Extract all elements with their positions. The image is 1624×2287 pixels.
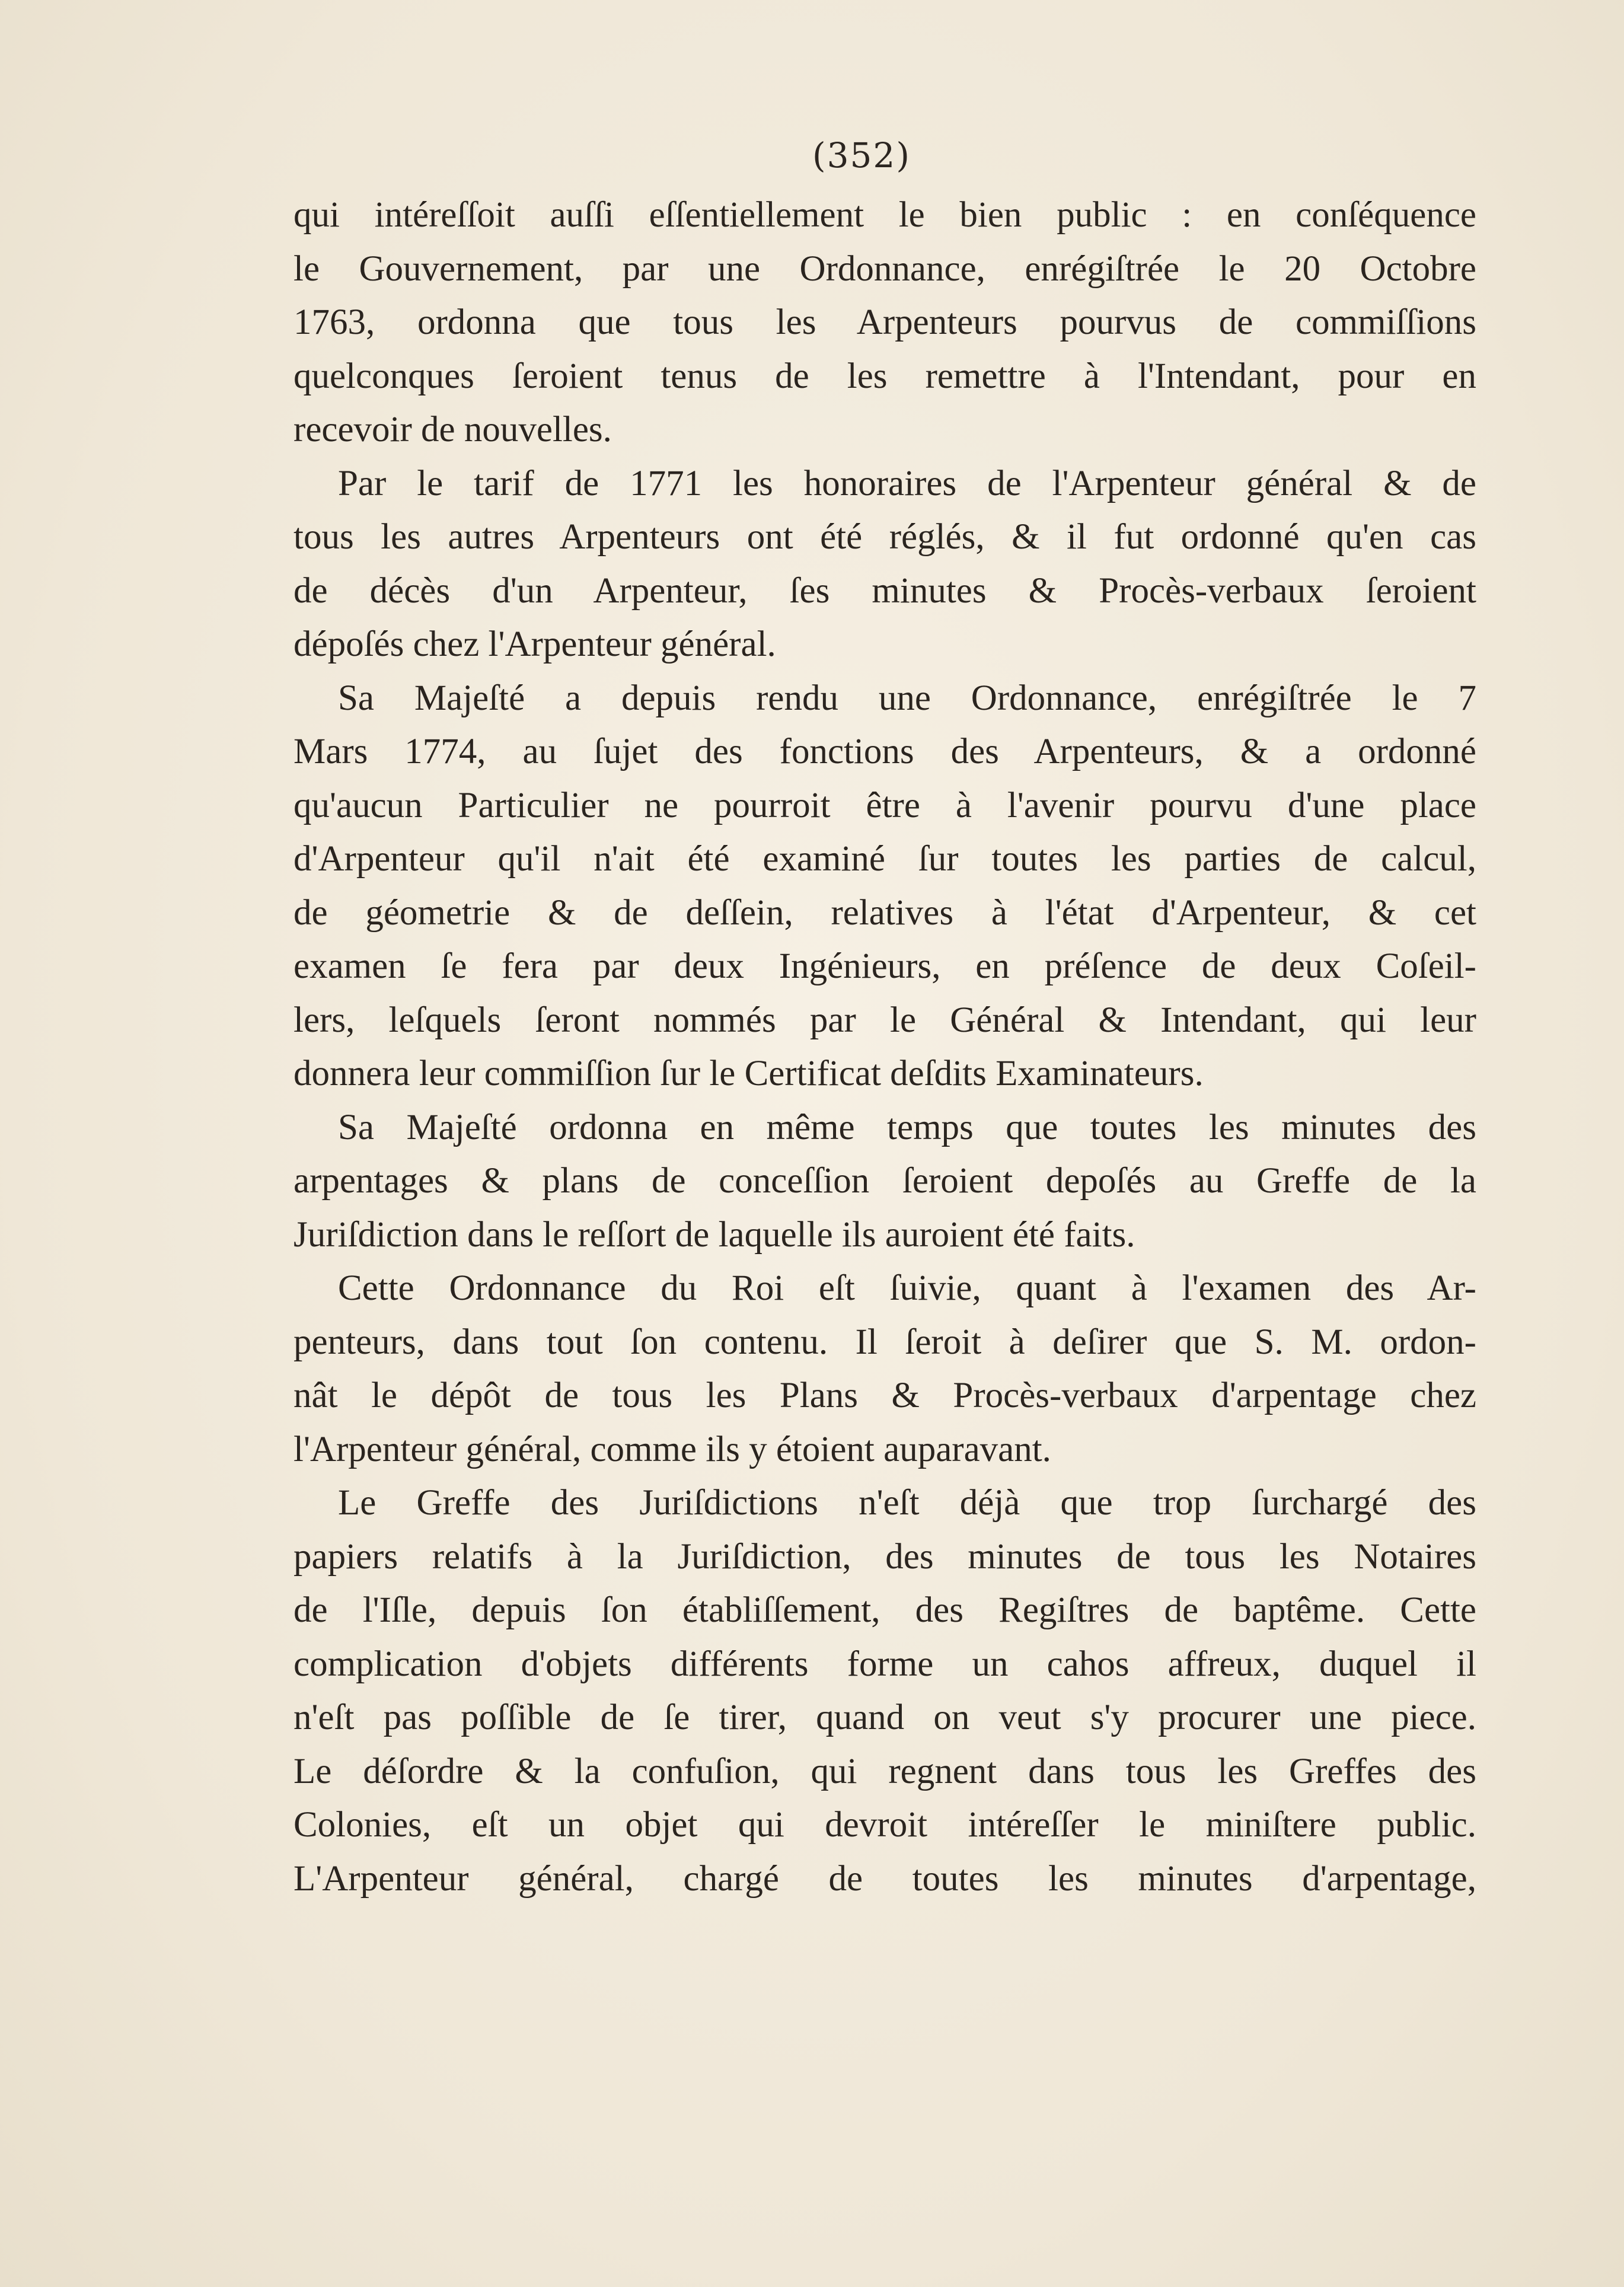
text-line: de l'Iſle, depuis ſon établiſſement, des Regiſtres de baptême. Cette <box>293 1590 1476 1630</box>
text-line: d'Arpenteur qu'il n'ait été examiné ſur toutes les parties de calcul, <box>293 839 1476 879</box>
text-line: Sa Majeſté ordonna en même temps que toutes les minutes des <box>338 1107 1476 1147</box>
text-line: Le Greffe des Juriſdictions n'eſt déjà que trop ſurchargé des <box>338 1483 1476 1523</box>
body-text <box>293 189 1476 1906</box>
text-line: Cette Ordonnance du Roi eſt ſuivie, quant à l'examen des Ar- <box>338 1268 1476 1308</box>
text-line: Sa Majeſté a depuis rendu une Ordonnance, enrégiſtrée le 7 <box>338 678 1476 718</box>
text-line: papiers relatifs à la Juriſdiction, des minutes de tous les Notaires <box>293 1536 1476 1577</box>
text-line: nât le dépôt de tous les Plans & Procès-verbaux d'arpentage chez <box>293 1376 1476 1415</box>
text-line: qui intéreſſoit auſſi eſſentiellement le bien public : en conſéquence <box>293 195 1476 235</box>
text-line: 1763, ordonna que tous les Arpenteurs pourvus de commiſſions <box>293 302 1476 342</box>
text-line: recevoir de nouvelles. <box>293 410 612 449</box>
text-line: L'Arpenteur général, chargé de toutes les minutes d'arpentage, <box>293 1858 1476 1899</box>
text-line: donnera leur commiſſion ſur le Certificat deſdits Examinateurs. <box>293 1054 1204 1093</box>
text-line: Colonies, eſt un objet qui devroit intéreſſer le miniſtere public. <box>293 1805 1476 1845</box>
text-line: arpentages & plans de conceſſion ſeroient depoſés au Greffe de la <box>293 1161 1476 1201</box>
text-line: dépoſés chez l'Arpenteur général. <box>293 624 776 664</box>
text-line: quelconques ſeroient tenus de les remettre à l'Intendant, pour en <box>293 356 1476 396</box>
page-number: (352) <box>812 135 911 176</box>
text-line: qu'aucun Particulier ne pourroit être à l'avenir pourvu d'une place <box>293 785 1476 825</box>
text-line: de géometrie & de deſſein, relatives à l'état d'Arpenteur, & cet <box>293 892 1476 933</box>
text-line: examen ſe fera par deux Ingénieurs, en préſence de deux Coſeil- <box>293 946 1476 986</box>
text-line: lers, leſquels ſeront nommés par le Général & Intendant, qui leur <box>293 1000 1476 1040</box>
text-line: Juriſdiction dans le reſſort de laquelle ils auroient été faits. <box>293 1214 1135 1255</box>
text-line: tous les autres Arpenteurs ont été réglés, & il fut ordonné qu'en cas <box>293 517 1476 557</box>
text-line: complication d'objets différents forme un cahos affreux, duquel il <box>293 1644 1476 1684</box>
text-line: le Gouvernement, par une Ordonnance, enrégiſtrée le 20 Octobre <box>293 248 1476 289</box>
text-line: Le déſordre & la confuſion, qui regnent dans tous les Greffes des <box>293 1751 1476 1791</box>
text-line: Par le tarif de 1771 les honoraires de l'Arpenteur général & de <box>338 463 1476 503</box>
text-line: l'Arpenteur général, comme ils y étoient auparavant. <box>293 1429 1051 1469</box>
text-line: de décès d'un Arpenteur, ſes minutes & Procès-verbaux ſeroient <box>293 570 1476 611</box>
text-line: n'eſt pas poſſible de ſe tirer, quand on veut s'y procurer une piece. <box>293 1698 1476 1737</box>
text-line: penteurs, dans tout ſon contenu. Il ſeroit à deſirer que S. M. ordon- <box>293 1322 1476 1362</box>
text-line: Mars 1774, au ſujet des fonctions des Arpenteurs, & a ordonné <box>293 732 1476 771</box>
